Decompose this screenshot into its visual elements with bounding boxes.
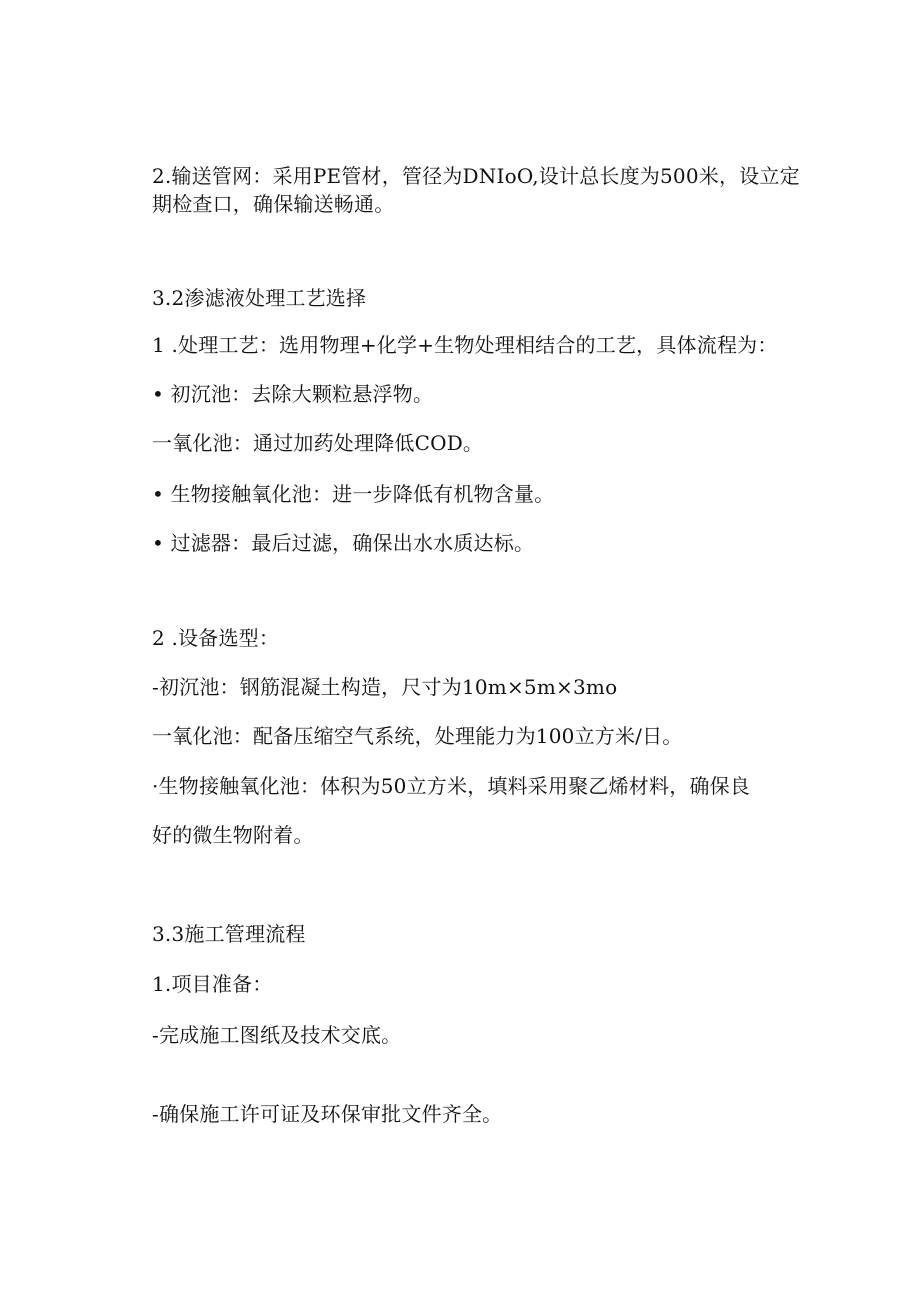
item-equipment-selection: 2 .设备选型： (152, 626, 280, 650)
bullet-oxidation-tank: 一氧化池：通过加药处理降低COD。 (152, 431, 484, 455)
equipment-oxidation-tank: 一氧化池：配备压缩空气系统，处理能力为100立方米/日。 (152, 724, 683, 748)
prep-drawings: -完成施工图纸及技术交底。 (152, 1023, 402, 1047)
bullet-primary-sedimentation: • 初沉池：去除大颗粒悬浮物。 (152, 382, 434, 406)
prep-permits: -确保施工许可证及环保审批文件齐全。 (152, 1102, 503, 1126)
section-heading-3-3: 3.3施工管理流程 (152, 922, 306, 946)
item-project-preparation: 1.项目准备： (152, 972, 273, 996)
section-heading-3-2: 3.2渗滤液处理工艺选择 (152, 286, 367, 310)
paragraph-pipeline-line1: 2.输送管网：采用PE管材，管径为DNIoO,设计总长度为500米，设立定 (152, 164, 800, 188)
paragraph-pipeline-line2: 期检查口，确保输送畅通。 (152, 192, 395, 216)
bullet-filter: • 过滤器：最后过滤，确保出水水质达标。 (152, 531, 535, 555)
item-process: 1 .处理工艺：选用物理+化学+生物处理相结合的工艺，具体流程为： (152, 333, 778, 357)
equipment-primary-sedimentation: -初沉池：钢筋混凝土构造，尺寸为10m×5m×3mo (152, 675, 618, 699)
equipment-biological-line2: 好的微生物附着。 (152, 823, 314, 847)
equipment-biological-line1: ·生物接触氧化池：体积为50立方米，填料采用聚乙烯材料，确保良 (152, 774, 751, 798)
bullet-biological-contact-oxidation: • 生物接触氧化池：进一步降低有机物含量。 (152, 482, 555, 506)
